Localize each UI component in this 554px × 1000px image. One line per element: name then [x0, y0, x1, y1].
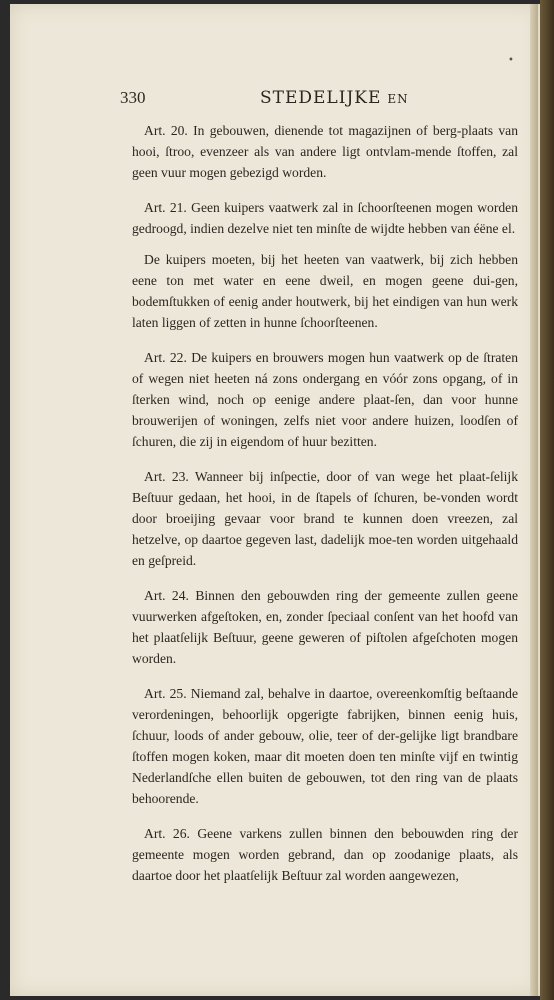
page-number: 330 — [120, 88, 146, 107]
paragraph-art-21: Art. 21. Geen kuipers vaatwerk zal in ſchoorſteenen mogen worden gedroogd, indien dezelve niet ten minſte de wijdte hebben van éëne el. — [132, 200, 518, 236]
paragraph-art-25: Art. 25. Niemand zal, behalve in daartoe, overeenkomſtig beſtaande verordeningen, behoorlijk opgerigte fabrijken, binnen eenig huis, ſchuur, loods of ander gebouw, olie, teer of der-gelijke ligt brandbare ſtoffen mogen koken, maar dit moeten doen ten minſte vijf en twintig Nederlandſche ellen buiten de gebouwen, tot den ring van de plaats behoorende. — [132, 686, 518, 806]
book-spine — [540, 0, 554, 1000]
body-text — [132, 120, 518, 900]
paragraph-kuipers: De kuipers moeten, bij het heeten van vaatwerk, bij zich hebben eene ton met water en eene dweil, en mogen geene dui-gen, bodemſtukken of eenig ander houtwerk, bij het eindigen van hun werk laten liggen of zetten in hunne ſchoorſteenen. — [132, 252, 518, 330]
page-edge — [530, 4, 538, 996]
page-mark: • — [508, 55, 514, 66]
paragraph-art-23: Art. 23. Wanneer bij inſpectie, door of van wege het plaat-ſelijk Beſtuur gedaan, het hooi, in de ſtapels of ſchuren, be-vonden wordt door broeijing gevaar voor brand te kunnen doen vreezen, zal hetzelve, op daartoe gegeven last, dadelijk moe-ten worden uitgehaald en geſpreid. — [132, 469, 518, 568]
paragraph-art-24: Art. 24. Binnen den gebouwden ring der gemeente zullen geene vuurwerken afgeſtoken, en, zonder ſpeciaal conſent van het hoofd van het plaatſelijk Beſtuur, geene geweren of piſtolen afgeſchoten mogen worden. — [132, 588, 518, 666]
paragraph-art-20: Art. 20. In gebouwen, dienende tot magazijnen of berg-plaats van hooi, ſtroo, evenzeer als van andere ligt ontvlam-mende ſtoffen, zal geen vuur mogen gebezigd worden. — [132, 123, 518, 180]
paragraph-art-26: Art. 26. Geene varkens zullen binnen den bebouwden ring der gemeente mogen worden gebrand, dan op zoodanige plaats, als daartoe door het plaatſelijk Beſtuur zal worden aangewezen, — [132, 826, 518, 883]
running-title-main: STEDELIJKE — [260, 88, 382, 108]
running-title-suffix: EN — [387, 92, 409, 106]
running-title — [260, 88, 409, 108]
page-header — [120, 88, 520, 108]
paragraph-art-22: Art. 22. De kuipers en brouwers mogen hun vaatwerk op de ſtraten of wegen niet heeten ná zons ondergang en vóór zons opgang, of in ſterken wind, noch op eenige andere plaat-ſen, dan voor hunne brouwerijen of woningen, zelfs niet voor andere huizen, loodſen of ſchuren, die zij in eigendom of huur bezitten. — [132, 350, 518, 449]
